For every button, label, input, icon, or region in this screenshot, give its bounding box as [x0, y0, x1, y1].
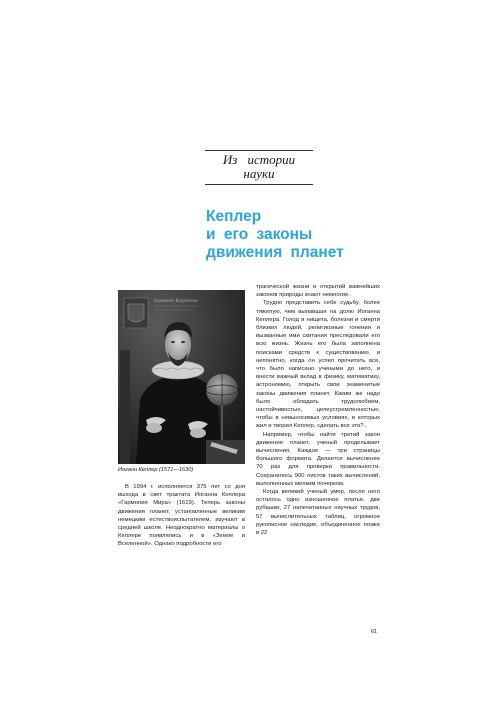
paragraph: Когда великий ученый умер, после него осталось одно изношенное платье, две рубашки, 27 напечатанных научных трудов, 57 вычислительных таблиц, огромное рукописное наследие, объединенное позже в 22	[256, 489, 380, 537]
text-column-right	[256, 283, 380, 537]
portrait-image	[118, 290, 245, 464]
header-rule-bottom	[205, 184, 313, 185]
portrait-inscription: Ioannes Keplerus	[154, 298, 199, 304]
paragraph: Трудно представить себе судьбу, более тяжелую, чем выпавшая на долю Иоганна Кеплера. Голод и нищета, болезни и смерти близких людей, религиозные гонения и вызванные ими скитания преследовали его всю жизнь. Жизнь его была заполнена поисками средств к существованию, и непонятно, когда он успел прочитать все, что было написано учеными до него, и внести важный вклад в физику, математику, астрономию, открыть свои знаменитые законы движения планет. Каким же надо было обладать трудолюбием, настойчивостью, целеустремленностью, чтобы в невыносимых условиях, в которых жил и творил Кеплер, сделать все это?..	[256, 300, 380, 430]
portrait-caption: Иоганн Кеплер (1571—1630)	[118, 467, 194, 473]
kepler-portrait	[118, 290, 245, 464]
article-title	[206, 208, 386, 262]
text-column-left	[118, 483, 245, 549]
paragraph: Например, чтобы найти третий закон движения планет, ученый проделывает вычисления. Каждое — три страницы большого формата. Делается вычисление 70 раз для проверки правильности. Сохранилось 900 листов таких вычислений, выполненных мелким почерком.	[256, 431, 380, 487]
title-line: и его законы	[206, 226, 313, 243]
title-line: движения планет	[206, 244, 344, 261]
title-line: Кеплер	[206, 208, 262, 225]
paragraph: трагической жизни и открытий важнейших законов природы знают немногие.	[256, 284, 380, 299]
paragraph: В 1994 г. исполняется 375 лет со дня выхода в свет трактата Иоганна Кеплера «Гармония Мира» (1619). Теперь законы движения планет, установленные великим немецким естествоиспытателем, изучают в средней школе. Неоднократно материалы о Кеплере появлялись и в «Земле и Вселенной». Однако подробности его	[118, 484, 245, 548]
section-label: Из истории науки	[222, 152, 296, 181]
page-number: 61	[371, 629, 378, 635]
section-header	[205, 150, 313, 185]
